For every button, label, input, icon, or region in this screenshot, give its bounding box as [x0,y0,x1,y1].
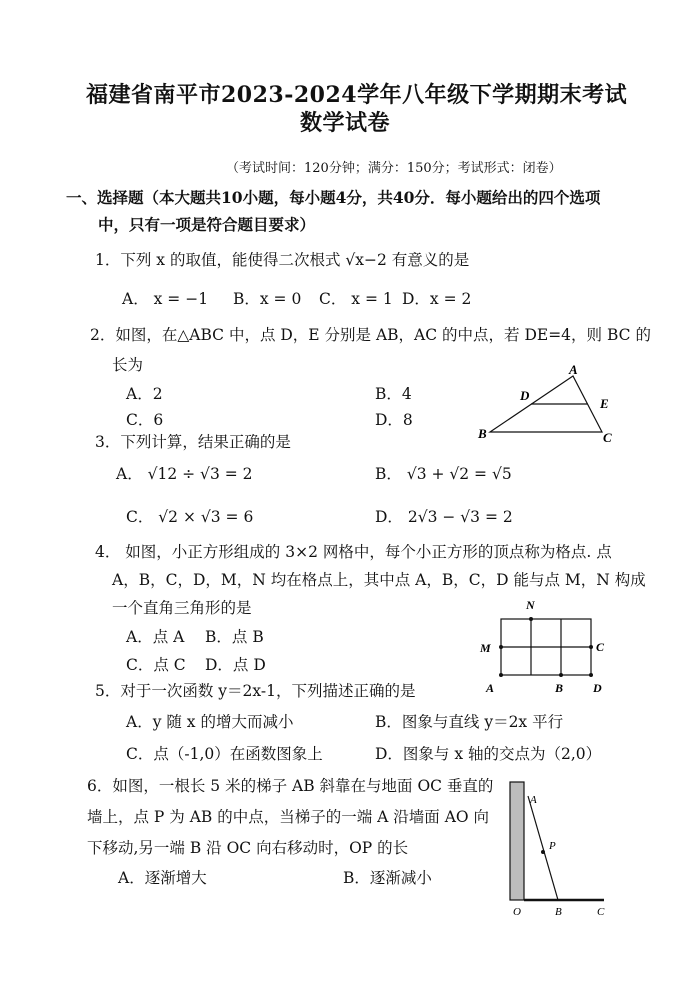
page-title: 福建省南平市2023-2024学年八年级下学期期末考试 [86,82,628,108]
exam-info: （考试时间：120分钟；满分：150分；考试形式：闭卷） [226,161,562,176]
q3-option-b: B． √3 + √2 = √5 [375,465,512,483]
q3-option-d: D． 2√3 − √3 = 2 [375,508,513,526]
q6-label-o: O [513,906,521,918]
q4-option-a: A．点 A [126,628,185,646]
q3-option-c: C． √2 × √3 = 6 [126,508,254,526]
q4-label-m: M [480,641,491,655]
question-4-stem-cont: A，B，C，D，M，N 均在格点上，其中点 A，B，C，D 能与点 M，N 构成 [112,571,646,589]
q2-label-d: D [520,388,530,403]
q4-label-a: A [486,681,495,695]
q3-option-a: A． √12 ÷ √3 = 2 [116,465,253,483]
q6-label-a: A [530,794,537,806]
q4-label-n: N [526,598,535,612]
q6-label-b: B [555,906,562,918]
q2-option-d: D．8 [375,411,413,429]
section-heading-cont: 中，只有一项是符合题目要求） [98,215,316,234]
q4-label-d: D [593,681,602,695]
q4-option-c: C．点 C [126,656,186,674]
question-6-stem-cont2: 下移动,另一端 B 沿 OC 向右移动时，OP 的长 [87,839,409,857]
q5-option-d: D．图象与 x 轴的交点为（2,0） [375,745,602,763]
q1-option-d: D．x = 2 [402,290,472,308]
q2-label-c: C [603,430,612,445]
q2-option-a: A．2 [126,385,163,403]
question-1-stem: 1．下列 x 的取值，能使得二次根式 √x−2 有意义的是 [95,251,470,269]
q4-option-b: B．点 B [205,628,264,646]
page-subtitle: 数学试卷 [300,110,391,136]
q2-label-a: A [569,362,578,377]
q6-label-p: P [549,840,556,852]
q2-label-b: B [478,426,487,441]
q6-label-c: C [597,906,605,918]
question-4-stem: 4． 如图，小正方形组成的 3×2 网格中，每个小正方形的顶点称为格点. 点 [95,543,612,561]
q2-triangle-figure [470,362,630,448]
q4-label-b: B [555,681,564,695]
question-2-stem: 2．如图，在△ABC 中，点 D，E 分别是 AB，AC 的中点，若 DE=4，则 BC 的 [90,326,651,344]
q1-option-a: A． x = −1 [122,290,209,308]
q5-option-a: A．y 随 x 的增大而减小 [126,713,294,731]
q6-ladder-figure [500,778,630,920]
question-6-stem: 6．如图，一根长 5 米的梯子 AB 斜靠在与地面 OC 垂直的 [87,777,494,795]
question-6-stem-cont: 墙上，点 P 为 AB 的中点，当梯子的一端 A 沿墙面 AO 向 [87,808,490,826]
q2-option-b: B．4 [375,385,412,403]
question-5-stem: 5．对于一次函数 y＝2x-1，下列描述正确的是 [95,682,416,700]
q5-option-b: B．图象与直线 y＝2x 平行 [375,713,564,731]
q5-option-c: C．点（-1,0）在函数图象上 [126,745,323,763]
q1-option-b: B．x = 0 [233,290,302,308]
q4-option-d: D．点 D [205,656,266,674]
q4-label-c: C [596,640,605,654]
q2-label-e: E [600,396,609,411]
question-2-stem-cont: 长为 [112,356,144,374]
section-heading: 一、选择题（本大题共10小题，每小题4分，共40分．每小题给出的四个选项 [66,188,601,207]
q1-option-c: C． x = 1 [319,290,393,308]
q6-option-b: B．逐渐减小 [343,869,432,887]
q6-option-a: A．逐渐增大 [118,869,207,887]
question-3-stem: 3．下列计算，结果正确的是 [95,433,291,451]
q2-option-c: C．6 [126,411,164,429]
q4-grid-figure [474,596,614,698]
question-4-stem-cont2: 一个直角三角形的是 [112,599,252,617]
